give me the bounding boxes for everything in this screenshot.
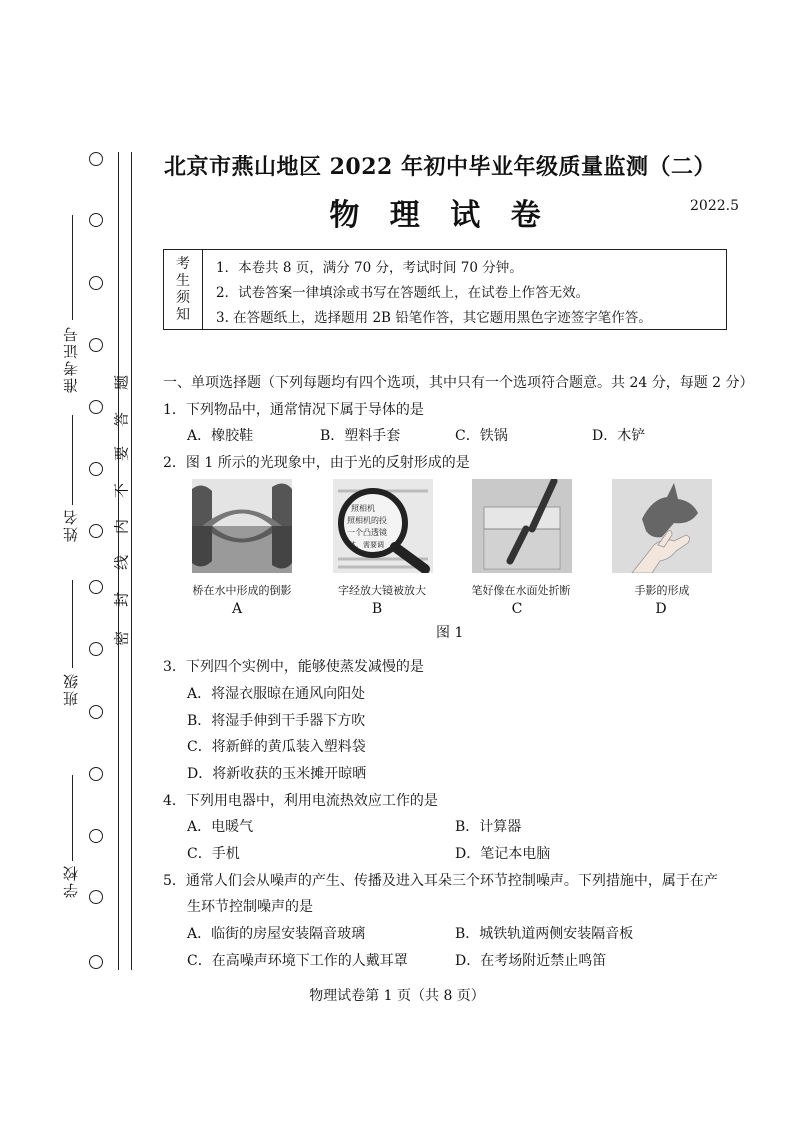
- notice-item: 2．试卷答案一律填涂或书写在答题纸上，在试卷上作答无效。: [216, 285, 590, 301]
- question-4-option-d: D．笔记本电脑: [455, 846, 551, 862]
- notice-label-char: 考: [176, 255, 190, 272]
- question-4-option-c: C．手机: [187, 846, 240, 862]
- class-label: 班级: [62, 672, 80, 706]
- notice-label-char: 须: [176, 289, 190, 306]
- question-1-option-d: D．木铲: [592, 428, 646, 444]
- class-field[interactable]: [72, 580, 73, 668]
- question-5-option-d: D．在考场附近禁止鸣笛: [455, 953, 607, 969]
- name-field[interactable]: [72, 415, 73, 505]
- binding-hole: [89, 705, 103, 719]
- seal-char: 密: [112, 631, 131, 647]
- question-3-option-d: D．将新收获的玉米摊开晾晒: [187, 766, 367, 782]
- figure-label: 图 1: [436, 625, 464, 641]
- binding-hole: [89, 829, 103, 843]
- question-1-stem: 1．下列物品中，通常情况下属于导体的是: [163, 402, 424, 418]
- binding-hole: [89, 213, 103, 227]
- bridge-reflection-image: [192, 479, 292, 573]
- binding-hole: [89, 462, 103, 476]
- question-5-option-c: C．在高噪声环境下工作的人戴耳罩: [187, 953, 408, 969]
- school-label: 学校: [62, 864, 80, 898]
- binding-hole: [89, 580, 103, 594]
- figure-letter-b: B: [371, 601, 383, 617]
- question-4-option-b: B．计算器: [455, 819, 522, 835]
- pencil-in-water-image: [472, 479, 572, 573]
- notice-label: [164, 250, 203, 329]
- notice-items: [216, 256, 652, 331]
- seal-char: 封: [112, 592, 131, 608]
- binding-hole: [89, 338, 103, 352]
- exam-date: 2022.5: [690, 198, 739, 214]
- binding-hole: [89, 524, 103, 538]
- question-3-option-b: B．将湿手伸到干手器下方吹: [187, 713, 366, 729]
- question-3-option-c: C．将新鲜的黄瓜装入塑料袋: [187, 739, 366, 755]
- question-5-option-b: B．城铁轨道两侧安装隔音板: [455, 926, 634, 942]
- seal-char: 不: [112, 483, 131, 499]
- seal-char: 线: [112, 555, 131, 571]
- seal-char: 题: [112, 375, 131, 391]
- figure-caption-c: 笔好像在水面处折断: [471, 584, 571, 597]
- name-label: 姓名: [62, 508, 80, 542]
- page-footer: 物理试卷第 1 页（共 8 页）: [309, 988, 485, 1004]
- magnifier-text-line: 一个凸透镜: [347, 528, 387, 537]
- candidate-notice: [163, 249, 727, 330]
- figure-caption-d: 手影的形成: [634, 584, 690, 597]
- magnifier-text-line: 体，需要调: [349, 541, 384, 549]
- binding-hole: [89, 767, 103, 781]
- exam-number-field[interactable]: [72, 215, 73, 320]
- notice-item: 1．本卷共 8 页，满分 70 分，考试时间 70 分钟。: [216, 260, 523, 276]
- question-1-option-c: C．铁锅: [455, 428, 508, 444]
- question-5-stem-cont: 生环节控制噪声的是: [187, 899, 313, 915]
- exam-subtitle: 物 理 试 卷: [329, 198, 551, 233]
- binding-hole: [89, 152, 103, 166]
- question-3-option-a: A．将湿衣服晾在通风向阳处: [187, 686, 366, 702]
- figure-caption-a: 桥在水中形成的倒影: [192, 584, 292, 597]
- binding-hole: [89, 955, 103, 969]
- figure-letter-c: C: [511, 601, 523, 617]
- question-3-stem: 3．下列四个实例中，能够使蒸发减慢的是: [163, 659, 424, 675]
- magnifier-text-line: 照相机: [351, 504, 375, 513]
- notice-label-char: 生: [176, 272, 190, 289]
- figure-letter-a: A: [231, 601, 243, 617]
- exam-title: 北京市燕山地区 2022 年初中毕业年级质量监测（二）: [163, 154, 717, 180]
- binding-hole: [89, 276, 103, 290]
- binding-hole: [89, 890, 103, 904]
- question-5-option-a: A．临街的房屋安装隔音玻璃: [187, 926, 366, 942]
- binding-hole: [89, 400, 103, 414]
- seal-char: 内: [112, 519, 131, 535]
- section-heading: 一、单项选择题（下列每题均有四个选项，其中只有一个选项符合题意。共 24 分，每题 2 分）: [163, 375, 754, 391]
- question-1-option-b: B．塑料手套: [320, 428, 401, 444]
- hand-shadow-image: [612, 479, 712, 573]
- question-4-stem: 4．下列用电器中，利用电流热效应工作的是: [163, 793, 438, 809]
- figure-caption-b: 字经放大镜被放大: [338, 584, 426, 597]
- seal-char: 答: [112, 412, 131, 428]
- magnifier-image: [333, 479, 433, 573]
- binding-hole: [89, 642, 103, 656]
- notice-label-char: 知: [176, 306, 190, 323]
- notice-item: 3. 在答题纸上，选择题用 2B 铅笔作答，其它题用黑色字迹签字笔作答。: [216, 310, 652, 326]
- magnifier-text-line: 照相机的投: [347, 516, 387, 525]
- figure-letter-d: D: [655, 601, 667, 617]
- question-5-stem: 5．通常人们会从噪声的产生、传播及进入耳朵三个环节控制噪声。下列措施中，属于在产: [163, 873, 718, 889]
- exam-number-label: 准考证号: [62, 325, 80, 393]
- school-field[interactable]: [72, 775, 73, 861]
- question-2-stem: 2．图 1 所示的光现象中，由于光的反射形成的是: [163, 455, 470, 471]
- question-1-option-a: A．橡胶鞋: [187, 428, 254, 444]
- seal-char: 要: [112, 446, 131, 462]
- question-4-option-a: A．电暖气: [187, 819, 254, 835]
